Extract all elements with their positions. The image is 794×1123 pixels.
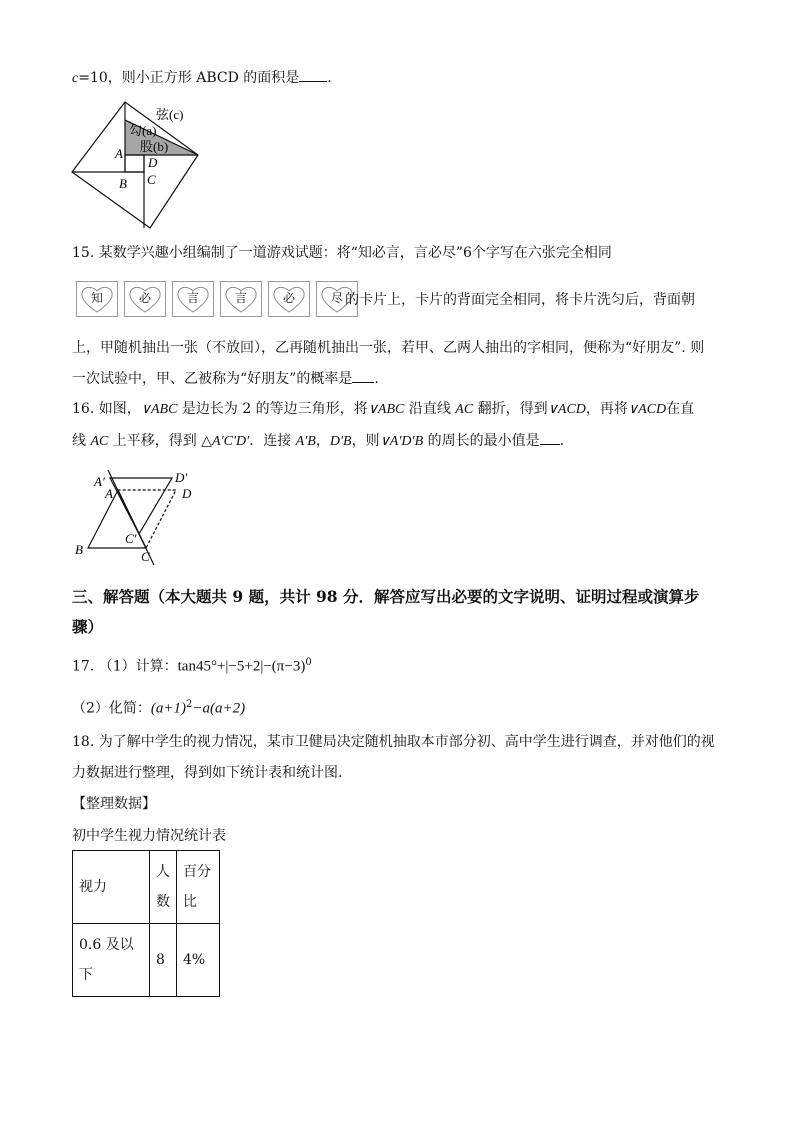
- q16-l1h: ∨ACD: [547, 402, 586, 417]
- q18-section-title: 【整理数据】: [72, 796, 156, 812]
- label-A-prime: A′: [94, 474, 105, 489]
- section-heading-line1: 三、解答题（本大题共 9 题，共计 98 分．解答应写出必要的文字说明、证明过程或演算步: [72, 587, 700, 606]
- q15-line4-end: .: [374, 371, 379, 387]
- label-gu: 股(b): [140, 139, 169, 154]
- q16-l2c: 上平移，得到 △: [108, 433, 213, 449]
- q18-line2: 力数据进行整理，得到如下统计表和统计图.: [72, 765, 343, 781]
- label-D-prime: D′: [175, 470, 188, 485]
- card-row: [76, 281, 358, 317]
- q16-l2a: 线: [72, 433, 91, 449]
- q14-eq: =10: [78, 70, 108, 86]
- q16-l1i: ，再将: [585, 401, 628, 417]
- heart-card: [76, 281, 118, 317]
- table-cell: 8: [150, 924, 177, 997]
- q16-l1k: 在直: [666, 401, 695, 417]
- q16-l2h: D′B: [329, 434, 352, 449]
- label-D: D: [148, 155, 158, 170]
- q16-l1c: 是边长为 2 的等边三角形，将: [177, 401, 368, 417]
- answer-blank: [540, 430, 560, 445]
- header-cell: 视力: [73, 851, 150, 924]
- answer-blank: [352, 368, 374, 383]
- q16-l2i: ，则: [351, 433, 380, 449]
- label-C: C: [147, 172, 156, 187]
- q16-l2f: A′B: [295, 434, 316, 449]
- q17-p1-expr: tan45°+|−5+2|−(π−3): [177, 658, 306, 675]
- q16-l2e: ．连接: [249, 433, 296, 449]
- q17-p1-exponent: 0: [305, 657, 312, 668]
- q18-table-title: 初中学生视力情况统计表: [72, 828, 226, 844]
- heart-card: [268, 281, 310, 317]
- heart-card: [172, 281, 214, 317]
- q16-line1: [72, 399, 694, 420]
- card-char: 必: [138, 291, 151, 305]
- label-gou: 勾(a): [129, 123, 157, 138]
- q15-line1: 15. 某数学兴趣小组编制了一道游戏试题：将“知必言，言必尽”6个字写在六张完全相同: [72, 245, 612, 261]
- q16-l2d: A′C′D′: [212, 434, 250, 449]
- q14-c-var: c: [72, 71, 79, 86]
- label-C-prime: C′: [125, 531, 137, 546]
- q17-p2-expr-a: (a+1): [150, 700, 187, 717]
- q17-p2-expr-b: −a(a+2): [192, 700, 246, 717]
- label-D: D: [182, 486, 192, 501]
- vision-stats-table: [72, 850, 220, 997]
- q17-part1: [72, 653, 312, 677]
- answer-blank: [299, 67, 327, 82]
- small-square-abcd: [125, 155, 144, 172]
- table-cell: 0.6 及以下: [73, 924, 150, 997]
- q16-l1b: ∨ABC: [140, 402, 178, 417]
- q16-l1d: ∨ABC: [367, 402, 405, 417]
- q17-p1-label: 17. （1）计算：: [72, 658, 178, 675]
- q17-part2: [72, 695, 245, 719]
- q14-text: [72, 67, 332, 89]
- card-char: 必: [282, 291, 295, 305]
- heart-card: [124, 281, 166, 317]
- q18-line1: 18. 为了解中学生的视力情况，某市卫健局决定随机抽取本市部分初、高中学生进行调查，并对他们的视: [72, 734, 715, 750]
- label-C: C: [141, 549, 150, 564]
- section-heading-line2: 骤）: [72, 617, 104, 636]
- q15-line4-text: 一次试验中，甲、乙被称为“好朋友”的概率是: [72, 371, 353, 387]
- label-A: A: [115, 146, 123, 161]
- triangle-a1c1d1: [110, 478, 172, 534]
- card-char: 知: [90, 291, 103, 305]
- q16-l1g: 翻折，得到: [473, 401, 548, 417]
- q16-l2k: 的周长的最小值是: [423, 433, 540, 449]
- label-A: A: [105, 486, 113, 501]
- q14-end: .: [327, 70, 332, 86]
- card-char: 尽: [330, 291, 343, 305]
- header-cell: 人数: [150, 851, 177, 924]
- q15-line2: 的卡片上，卡片的背面完全相同，将卡片洗匀后，背面朝: [345, 292, 695, 308]
- q16-line2: [72, 430, 564, 452]
- label-xian: 弦(c): [156, 107, 184, 122]
- table-header-row: [73, 851, 220, 924]
- q16-l1e: 沿直线: [404, 401, 456, 417]
- card-char: 言: [234, 291, 247, 305]
- table-cell: 4%: [177, 924, 220, 997]
- label-B: B: [75, 542, 83, 557]
- q16-l2b: AC: [90, 434, 109, 449]
- q17-p2-label: （2）化简：: [72, 700, 151, 717]
- table-row: [73, 924, 220, 997]
- q16-l1j: ∨ACD: [627, 402, 667, 417]
- header-cell: 百分比: [177, 851, 220, 924]
- q16-l1a: 16. 如图，: [72, 401, 141, 417]
- q15-line3: 上，甲随机抽出一张（不放回），乙再随机抽出一张，若甲、乙两人抽出的字相同，便称为“好朋友”. 则: [72, 340, 705, 356]
- card-char: 言: [186, 291, 199, 305]
- q15-line4: [72, 368, 379, 389]
- figure-pythagoras-diagram: [68, 100, 208, 232]
- q17-p2-exponent: 2: [186, 699, 193, 710]
- heart-card: [220, 281, 262, 317]
- q16-l2-end: .: [559, 433, 565, 449]
- figure-triangle-translation: [70, 465, 210, 570]
- q16-l2g: ，: [315, 433, 330, 449]
- q16-l1f: AC: [455, 402, 474, 417]
- q16-l2j: ∨A′D′B: [379, 434, 424, 449]
- label-B: B: [119, 176, 127, 191]
- triangle-abc: [88, 490, 146, 548]
- q14-rest: ，则小正方形 ABCD 的面积是: [107, 70, 300, 86]
